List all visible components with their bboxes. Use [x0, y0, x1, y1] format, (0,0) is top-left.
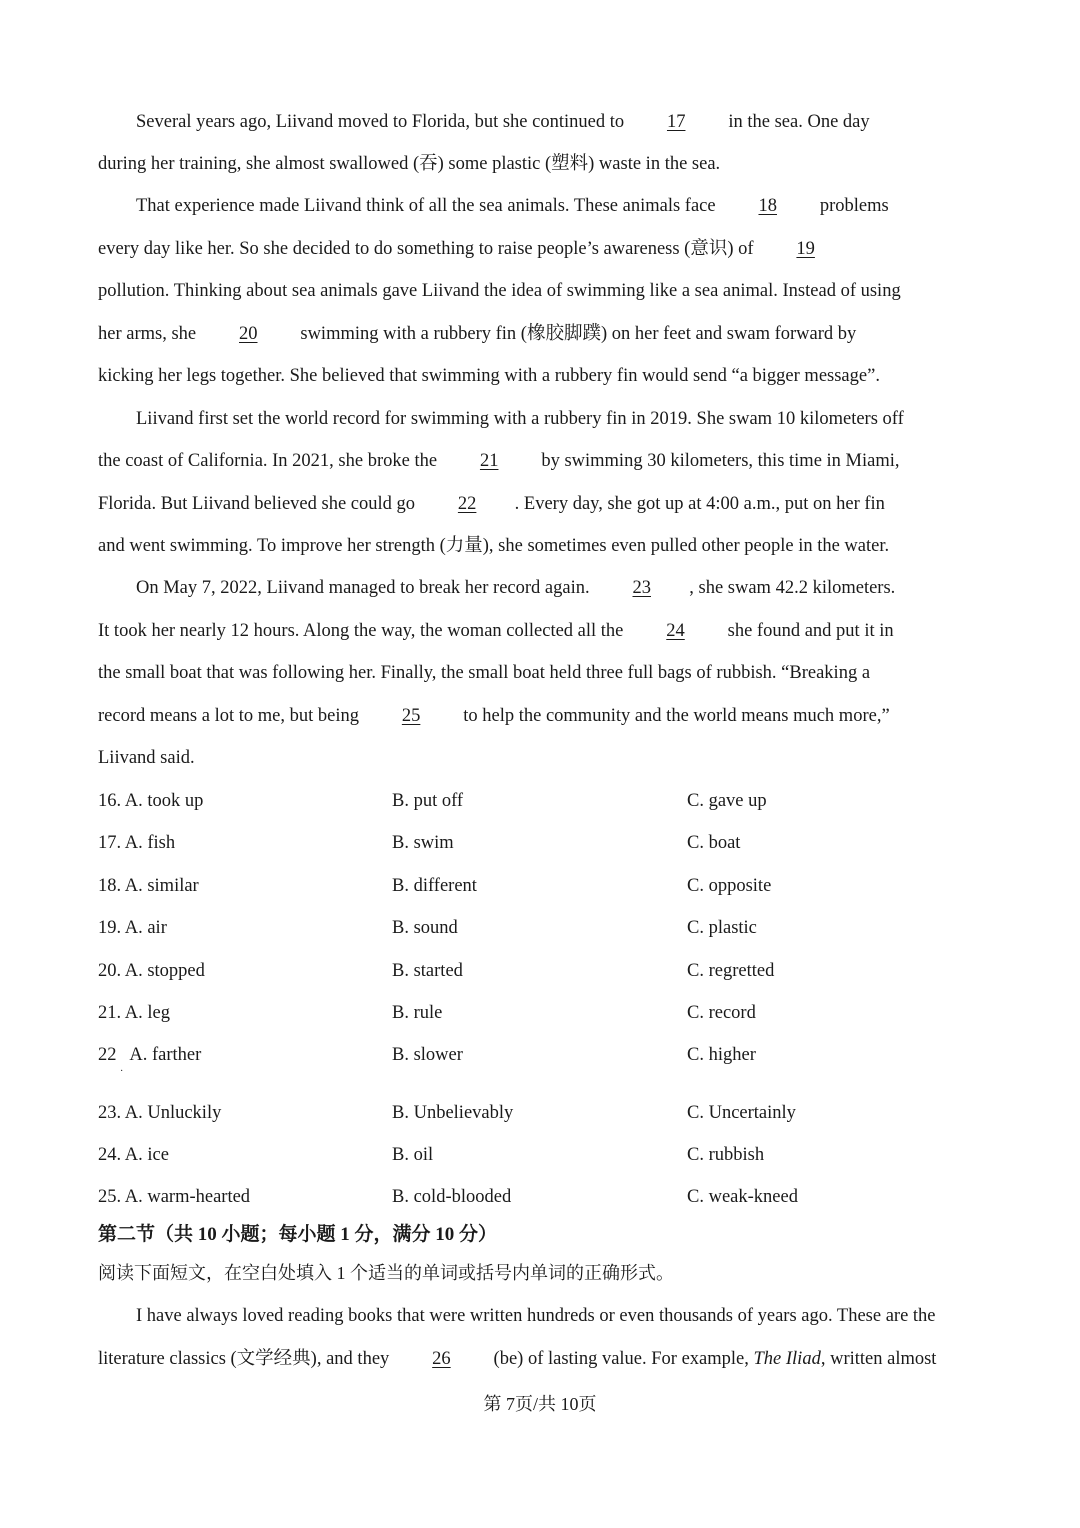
passage-line: during her training, she almost swallowed (吞) some plastic (塑料) waste in the sea. — [98, 154, 721, 174]
blank-20[interactable]: 20 — [239, 324, 258, 344]
passage-text: . Every day, she got up at 4:00 a.m., put on her fin — [514, 494, 885, 514]
passage-line — [136, 576, 978, 600]
blank-18[interactable]: 18 — [758, 196, 777, 216]
passage-text: her arms, she — [98, 324, 201, 344]
passage-line: I have always loved reading books that were written hundreds or even thousands of years ago. These are the — [136, 1306, 936, 1326]
passage-text: Several years ago, Liivand moved to Florida, but she continued to — [136, 112, 629, 132]
passage-text: literature classics (文学经典), and they — [98, 1349, 394, 1369]
option-b[interactable]: B. started — [392, 961, 463, 981]
passage-line — [136, 194, 978, 218]
option-c[interactable]: C. opposite — [687, 876, 772, 896]
option-b[interactable]: B. rule — [392, 1003, 443, 1023]
option-a[interactable]: 24. A. ice — [98, 1145, 169, 1165]
option-b[interactable]: B. oil — [392, 1145, 434, 1165]
section-instruction: 阅读下面短文，在空白处填入 1 个适当的单词或括号内单词的正确形式。 — [98, 1263, 674, 1283]
passage-line: the small boat that was following her. Finally, the small boat held three full bags of rubbish. “Breaking a — [98, 663, 871, 683]
passage-line: kicking her legs together. She believed that swimming with a rubbery fin would send “a bigger message”. — [98, 366, 880, 386]
option-c[interactable]: C. Uncertainly — [687, 1103, 796, 1123]
blank-23[interactable]: 23 — [632, 578, 651, 598]
option-a[interactable]: 16. A. took up — [98, 791, 204, 811]
passage-text: That experience made Liivand think of all the sea animals. These animals face — [136, 196, 721, 216]
passage-line — [98, 322, 978, 346]
passage-text: , she swam 42.2 kilometers. — [689, 578, 896, 598]
passage-text: every day like her. So she decided to do something to raise people’s awareness (意识) of — [98, 239, 759, 259]
passage-text: It took her nearly 12 hours. Along the way, the woman collected all the — [98, 621, 629, 641]
passage-line — [98, 449, 978, 473]
passage-line — [98, 492, 978, 516]
passage-line — [98, 237, 978, 261]
passage-text: swimming with a rubbery fin (橡胶脚蹼) on her feet and swam forward by — [295, 324, 857, 344]
option-b[interactable]: B. cold-blooded — [392, 1187, 512, 1207]
passage-line: Liivand said. — [98, 748, 195, 768]
passage-text: to help the community and the world means much more,” — [458, 706, 890, 726]
option-c[interactable]: C. gave up — [687, 791, 767, 811]
option-a[interactable]: 17. A. fish — [98, 833, 176, 853]
option-b[interactable]: B. sound — [392, 918, 458, 938]
option-a[interactable]: 20. A. stopped — [98, 961, 205, 981]
passage-text: Florida. But Liivand believed she could go — [98, 494, 420, 514]
blank-22[interactable]: 22 — [457, 494, 477, 514]
blank-17[interactable]: 17 — [666, 112, 686, 132]
option-c[interactable]: C. rubbish — [687, 1145, 765, 1165]
passage-text: she found and put it in — [723, 621, 894, 641]
stray-mark: · — [120, 1066, 124, 1077]
option-c[interactable]: C. boat — [687, 833, 741, 853]
option-c[interactable]: C. regretted — [687, 961, 775, 981]
passage-line — [98, 619, 978, 643]
passage-line — [98, 704, 978, 728]
option-b[interactable]: B. slower — [392, 1045, 463, 1065]
passage-text: , written almost — [820, 1349, 937, 1369]
option-b[interactable]: B. put off — [392, 791, 464, 811]
option-a[interactable]: 18. A. similar — [98, 876, 199, 896]
passage-line: pollution. Thinking about sea animals gave Liivand the idea of swimming like a sea animal. Instead of using — [98, 281, 901, 301]
passage-line: and went swimming. To improve her strength (力量), she sometimes even pulled other people in the water. — [98, 536, 890, 556]
option-c[interactable]: C. plastic — [687, 918, 757, 938]
blank-21[interactable]: 21 — [479, 451, 499, 471]
passage-text: by swimming 30 kilometers, this time in Miami, — [536, 451, 900, 471]
blank-24[interactable]: 24 — [666, 621, 685, 641]
option-b[interactable]: B. Unbelievably — [392, 1103, 514, 1123]
option-a[interactable]: 22 A. farther — [98, 1045, 202, 1065]
passage-text: (be) of lasting value. For example, — [488, 1349, 754, 1369]
option-b[interactable]: B. different — [392, 876, 477, 896]
option-a[interactable]: 23. A. Unluckily — [98, 1103, 222, 1123]
section-title: 第二节（共 10 小题；每小题 1 分，满分 10 分） — [98, 1224, 498, 1245]
option-a[interactable]: 19. A. air — [98, 918, 167, 938]
passage-text: record means a lot to me, but being — [98, 706, 364, 726]
passage-line: Liivand first set the world record for swimming with a rubbery fin in 2019. She swam 10 kilometers off — [136, 409, 904, 429]
blank-26[interactable]: 26 — [432, 1349, 451, 1369]
passage-text: the coast of California. In 2021, she broke the — [98, 451, 442, 471]
passage-line — [98, 1347, 978, 1371]
option-c[interactable]: C. weak-kneed — [687, 1187, 798, 1207]
blank-25[interactable]: 25 — [401, 706, 421, 726]
book-title: The Iliad — [753, 1349, 821, 1369]
blank-19[interactable]: 19 — [796, 239, 815, 259]
option-a[interactable]: 25. A. warm-hearted — [98, 1187, 251, 1207]
passage-text: problems — [815, 196, 889, 216]
passage-line — [136, 110, 978, 134]
passage-text: in the sea. One day — [723, 112, 870, 132]
option-b[interactable]: B. swim — [392, 833, 454, 853]
option-c[interactable]: C. higher — [687, 1045, 756, 1065]
option-c[interactable]: C. record — [687, 1003, 756, 1023]
option-a[interactable]: 21. A. leg — [98, 1003, 170, 1023]
page-footer: 第 7页/共 10页 — [483, 1394, 597, 1414]
passage-text: On May 7, 2022, Liivand managed to break her record again. — [136, 578, 595, 598]
